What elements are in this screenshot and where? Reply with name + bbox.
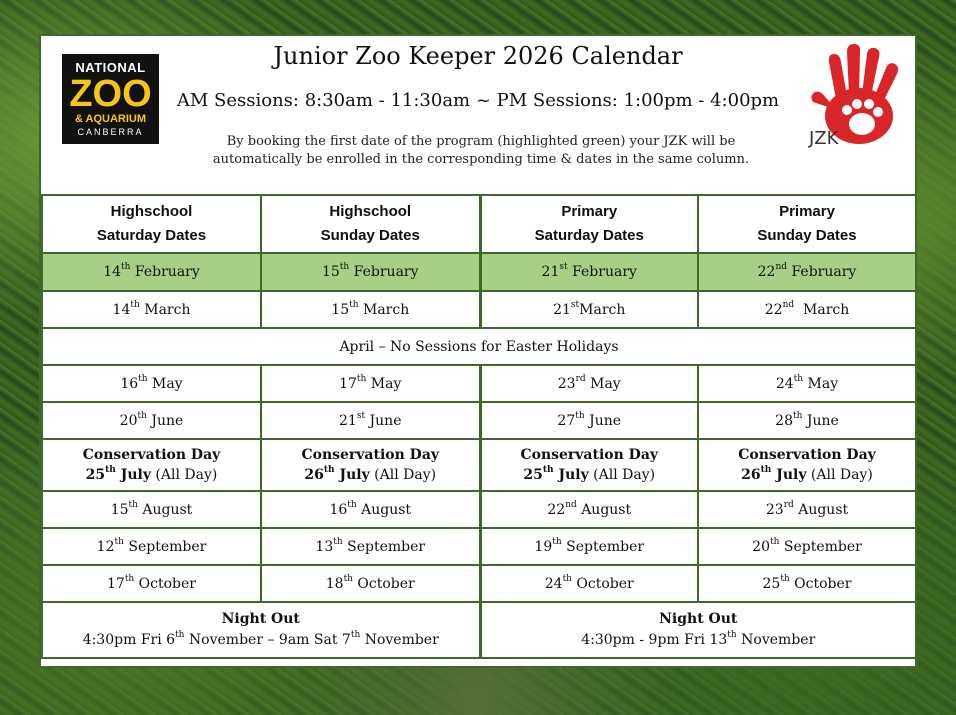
col-header-primary-sunday	[698, 195, 916, 253]
date-row-march	[42, 291, 916, 328]
date-cell: 22nd March	[698, 291, 916, 328]
night-out-label: Night Out	[659, 611, 738, 627]
calendar-header	[41, 36, 915, 196]
date-cell: 13th September	[261, 528, 480, 565]
date-cell: 17th May	[261, 365, 480, 402]
date-cell: 25th October	[698, 565, 916, 602]
night-out-label: Night Out	[221, 611, 300, 627]
date-cell: 15th August	[42, 491, 261, 528]
date-cell: 20th June	[42, 402, 261, 439]
booking-note	[181, 133, 781, 169]
date-row-may	[42, 365, 916, 402]
logo-line1: NATIONAL	[75, 60, 146, 75]
col-header-line2: Sunday Dates	[757, 227, 857, 244]
session-times: AM Sessions: 8:30am - 11:30am ~ PM Sessions: 1:00pm - 4:00pm	[176, 90, 780, 111]
calendar-sheet	[39, 34, 917, 668]
date-cell: 28th June	[698, 402, 916, 439]
col-header-highschool-sunday	[261, 195, 480, 253]
col-header-line1: Primary	[561, 203, 618, 220]
date-cell: 23rd August	[698, 491, 916, 528]
night-out-primary-time: 4:30pm - 9pm Fri 13th November	[581, 630, 816, 648]
date-cell: 22nd February	[698, 253, 916, 291]
date-cell: 19th September	[480, 528, 698, 565]
conservation-cell: Conservation Day 26th July (All Day)	[261, 439, 480, 491]
conservation-cell: Conservation Day 25th July (All Day)	[480, 439, 698, 491]
date-row-october	[42, 565, 916, 602]
booking-note-line1: By booking the first date of the program (highlighted green) your JZK will be	[226, 134, 736, 149]
date-cell: 21st February	[480, 253, 698, 291]
date-cell: 15th March	[261, 291, 480, 328]
date-cell: 22nd August	[480, 491, 698, 528]
date-cell: 20th September	[698, 528, 916, 565]
col-header-primary-saturday	[480, 195, 698, 253]
april-no-sessions-note: April – No Sessions for Easter Holidays	[42, 328, 916, 365]
conservation-cell: Conservation Day 25th July (All Day)	[42, 439, 261, 491]
date-cell: 16th August	[261, 491, 480, 528]
conservation-label: Conservation Day	[82, 447, 221, 463]
calendar-table	[41, 194, 917, 659]
night-out-highschool	[42, 602, 480, 658]
date-row-june	[42, 402, 916, 439]
conservation-label: Conservation Day	[520, 447, 659, 463]
col-header-line2: Sunday Dates	[320, 227, 420, 244]
night-out-primary	[480, 602, 916, 658]
conservation-day-row	[42, 439, 916, 491]
date-cell: 27th June	[480, 402, 698, 439]
date-cell: 24th May	[698, 365, 916, 402]
column-header-row	[42, 195, 916, 253]
april-row	[42, 328, 916, 365]
booking-note-line2: automatically be enrolled in the corresponding time & dates in the same column.	[212, 152, 750, 167]
col-header-line1: Primary	[779, 203, 835, 220]
date-cell: 16th May	[42, 365, 261, 402]
date-cell: 23rd May	[480, 365, 698, 402]
jzk-logo-text: JZK	[809, 128, 839, 148]
night-out-highschool-time: 4:30pm Fri 6th November – 9am Sat 7th November	[82, 630, 439, 648]
date-cell: 24th October	[480, 565, 698, 602]
date-row-february	[42, 253, 916, 291]
date-cell: 14th March	[42, 291, 261, 328]
conservation-label: Conservation Day	[738, 447, 876, 463]
night-out-row	[42, 602, 916, 658]
logo-line2: ZOO	[69, 73, 152, 115]
page-title: Junior Zoo Keeper 2026 Calendar	[273, 42, 683, 70]
date-row-september	[42, 528, 916, 565]
col-header-highschool-saturday	[42, 195, 261, 253]
date-cell: 21st June	[261, 402, 480, 439]
date-cell: 12th September	[42, 528, 261, 565]
date-cell: 14th February	[42, 253, 261, 291]
conservation-cell: Conservation Day 26th July (All Day)	[698, 439, 916, 491]
col-header-line2: Saturday Dates	[96, 227, 207, 244]
date-cell: 17th October	[42, 565, 261, 602]
date-row-august	[42, 491, 916, 528]
date-cell: 15th February	[261, 253, 480, 291]
col-header-line2: Saturday Dates	[534, 227, 644, 244]
col-header-line1: Highschool	[110, 203, 193, 220]
jzk-handprint-logo	[807, 44, 903, 148]
date-cell: 21stMarch	[480, 291, 698, 328]
logo-line3: & AQUARIUM	[74, 113, 147, 125]
date-cell: 18th October	[261, 565, 480, 602]
col-header-line1: Highschool	[329, 203, 412, 220]
conservation-label: Conservation Day	[301, 447, 440, 463]
logo-line4: CANBERRA	[77, 127, 144, 137]
